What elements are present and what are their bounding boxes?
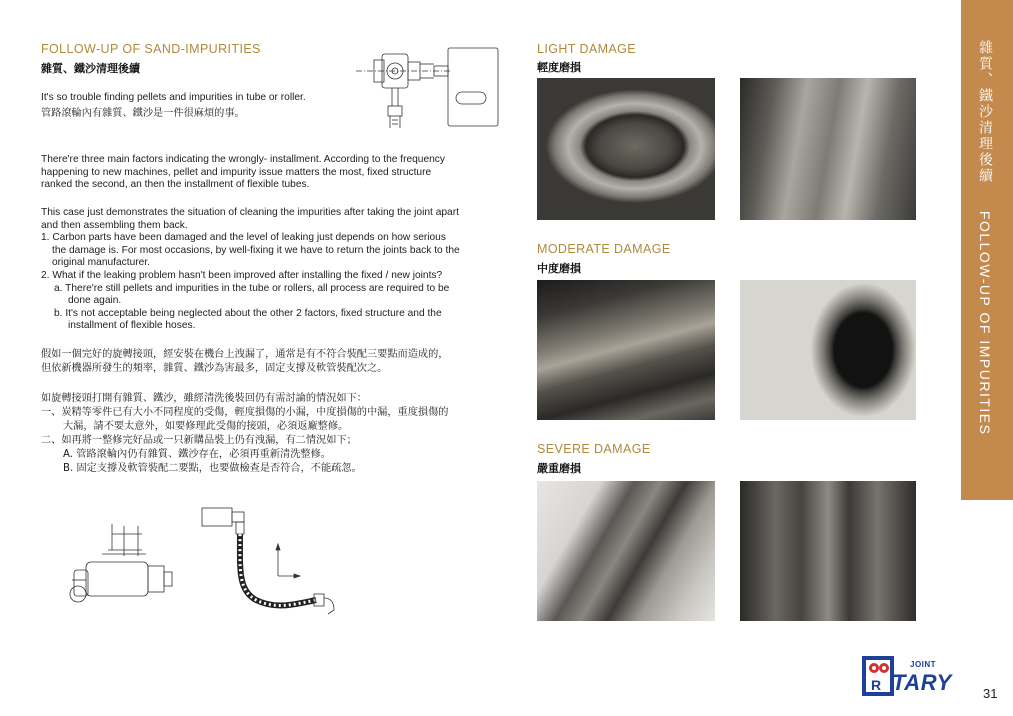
text-line: a. There're still pellets and impurities in the tube or rollers, all process are required to be [54, 282, 450, 294]
text-line: 二、如再將一整修完好品或一只新購品裝上仍有洩漏，有二情況如下； [41, 435, 357, 446]
chapter-tab-en: FOLLOW-UP OF IMPURITIES [977, 210, 993, 436]
page-number: 31 [983, 686, 998, 701]
hose-drawing [196, 500, 346, 625]
paragraph-zh-2 [41, 392, 511, 476]
text-line: 假如一個完好的旋轉接頭，經安裝在機台上洩漏了，通常是有不符合裝配三要點而造成的， [41, 349, 449, 360]
section-title-en: FOLLOW-UP OF SAND-IMPURITIES [41, 42, 261, 56]
chapter-tab-zh: 雜質、鐵沙清理後續 [977, 40, 993, 184]
light-damage-title-zh: 輕度磨損 [537, 61, 581, 74]
severe-damage-title-en: SEVERE DAMAGE [537, 442, 651, 456]
text-line: This case just demonstrates the situation of cleaning the impurities after taking the joint apart [41, 207, 459, 218]
moderate-damage-title-zh: 中度磨損 [537, 262, 581, 275]
chapter-tab-label [975, 40, 995, 435]
text-line: There're three main factors indicating the wrongly- installment. According to the frequency [41, 154, 445, 165]
text-line: 一、炭精等零件已有大小不同程度的受傷，輕度損傷的小漏，中度損傷的中漏，重度損傷的 [41, 407, 449, 418]
text-line: 大漏，請不要太意外，如要修理此受傷的接頭，必須返廠整修。 [63, 421, 349, 432]
light-damage-photo-2 [740, 78, 916, 220]
intro-zh: 管路滾輪內有雜質、鐵沙是一件很麻煩的事。 [41, 108, 245, 119]
text-line: A. 管路滾輪內仍有雜質、鐵沙存在，必須再重新清洗整修。 [63, 449, 331, 460]
text-line: 但依新機器所發生的頻率，雜質、鐵沙為害最多，固定支撐及軟管裝配次之。 [41, 363, 388, 374]
text-line: the damage is. For most occasions, by well-fixing it we have to return the joints back to the [52, 244, 460, 256]
joint-drawing-top [352, 44, 502, 134]
text-line: B. 固定支撐及軟管裝配二要點，也要做檢查是否符合，不能疏忽。 [63, 463, 362, 474]
section-title-zh: 雜質、鐵沙清理後續 [41, 62, 140, 75]
light-damage-photo-1 [537, 78, 715, 220]
text-line: original manufacturer. [52, 257, 150, 269]
text-line: and then assembling them back. [41, 219, 188, 231]
chapter-tab [961, 0, 1013, 500]
light-damage-title-en: LIGHT DAMAGE [537, 42, 637, 56]
severe-damage-title-zh: 嚴重磨損 [537, 462, 581, 475]
intro-en: It's so trouble finding pellets and impurities in tube or roller. [41, 92, 306, 103]
moderate-damage-photo-1 [537, 280, 715, 420]
logo-letter: R [871, 677, 882, 693]
paragraph-factors [41, 154, 501, 192]
text-line: 2. What if the leaking problem hasn't been improved after installing the fixed / new joints? [41, 269, 443, 281]
text-line: ranked the second, an then the installment of flexible tubes. [41, 179, 310, 191]
logo-small-text: JOINT [910, 660, 937, 669]
joint-drawing-bottom-left [62, 520, 192, 615]
text-line: happening to new machines, pellet and impurity issue matters the most, fixed structure [41, 166, 432, 178]
text-line: installment of flexible hoses. [68, 320, 196, 332]
paragraph-case [41, 207, 501, 333]
paragraph-zh-1 [41, 348, 511, 376]
moderate-damage-photo-2 [740, 280, 916, 420]
text-line: 如旋轉接頭打開有雜質、鐵沙，雖經清洗後裝回仍有需討論的情況如下： [41, 393, 367, 404]
logo-emblem-icon [862, 654, 896, 698]
logo-text: TARY [892, 670, 952, 695]
text-line: 1. Carbon parts have been damaged and the level of leaking just depends on how serious [41, 232, 446, 244]
moderate-damage-title-en: MODERATE DAMAGE [537, 242, 671, 256]
text-line: done again. [68, 295, 122, 307]
severe-damage-photo-2 [740, 481, 916, 621]
rotary-joint-logo [862, 654, 952, 698]
severe-damage-photo-1 [537, 481, 715, 621]
text-line: b. It's not acceptable being neglected about the other 2 factors, fixed structure and the [54, 307, 442, 319]
